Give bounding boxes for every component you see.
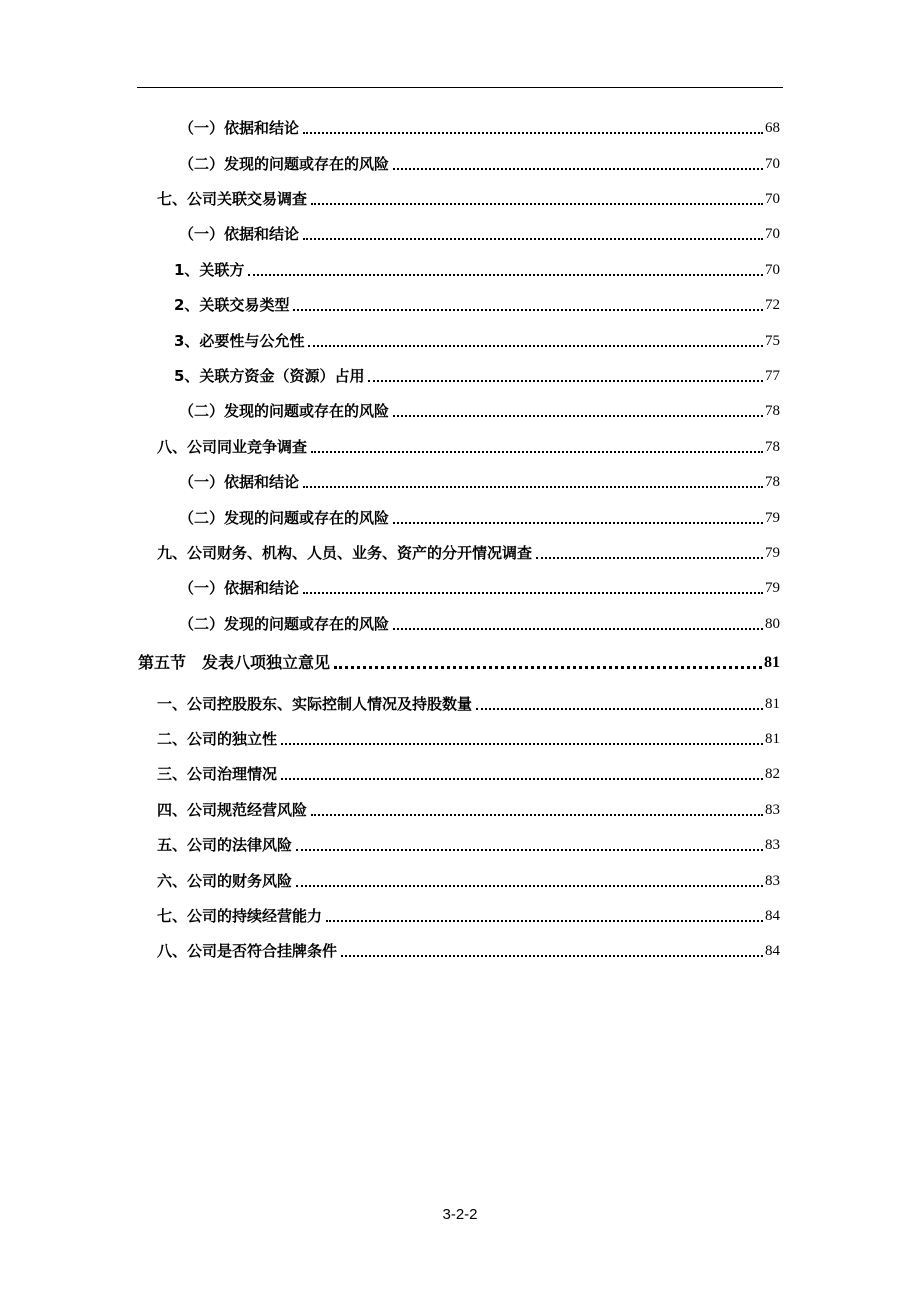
toc-leader-dots <box>393 415 763 417</box>
toc-leader-dots <box>476 708 763 710</box>
toc-leader-dots <box>303 592 763 594</box>
toc-leader-dots <box>308 345 763 347</box>
toc-entry[interactable] <box>157 937 780 961</box>
toc-leader-dots <box>368 380 763 382</box>
toc-entry-label: 5、关联方资金（资源）占用 <box>174 367 365 385</box>
toc-entry-label: 3、必要性与公允性 <box>174 332 305 350</box>
toc-leader-dots <box>281 778 763 780</box>
toc-leader-dots <box>311 814 763 816</box>
toc-entry-label: （二）发现的问题或存在的风险 <box>179 615 390 633</box>
toc-entry-label: 八、公司是否符合挂牌条件 <box>157 942 338 960</box>
toc-entry-page: 80 <box>765 616 780 632</box>
toc-entry-page: 83 <box>765 873 780 889</box>
toc-entry[interactable] <box>157 796 780 820</box>
toc-entry-page: 78 <box>765 474 780 490</box>
toc-entry[interactable] <box>157 433 780 457</box>
toc-entry-page: 70 <box>765 156 780 172</box>
toc-entry[interactable] <box>179 574 780 598</box>
toc-leader-dots <box>303 486 763 488</box>
toc-entry-page: 83 <box>765 837 780 853</box>
toc-leader-dots <box>334 666 762 669</box>
toc-entry-label: 三、公司治理情况 <box>157 765 278 783</box>
toc-entry[interactable] <box>157 760 780 784</box>
toc-leader-dots <box>393 168 763 170</box>
toc-entry-label: 八、公司同业竞争调查 <box>157 438 308 456</box>
toc-entry-page: 77 <box>765 368 780 384</box>
toc-entry[interactable] <box>179 150 780 174</box>
toc-entry-label: （一）依据和结论 <box>179 473 300 491</box>
toc-entry-page: 78 <box>765 439 780 455</box>
toc-entry[interactable] <box>157 185 780 209</box>
toc-entry-label: 1、关联方 <box>174 261 245 279</box>
toc-entry-label: 第五节 发表八项独立意见 <box>138 653 331 672</box>
toc-entry[interactable] <box>157 831 780 855</box>
toc-entry[interactable] <box>174 291 780 315</box>
toc-entry[interactable] <box>157 725 780 749</box>
header-rule <box>137 87 783 88</box>
toc-entry[interactable] <box>179 114 780 138</box>
toc-entry-page: 84 <box>765 908 780 924</box>
toc-entry-page: 81 <box>765 731 780 747</box>
toc-leader-dots <box>293 309 763 311</box>
page-number: 3-2-2 <box>442 1206 478 1223</box>
toc-leader-dots <box>536 557 763 559</box>
toc-entry-page: 83 <box>765 802 780 818</box>
toc-entry[interactable] <box>174 362 780 386</box>
toc-entry-page: 81 <box>764 654 780 671</box>
toc-entry-page: 82 <box>765 766 780 782</box>
toc-entry-page: 68 <box>765 120 780 136</box>
toc-entry[interactable] <box>179 468 780 492</box>
toc-entry[interactable] <box>179 220 780 244</box>
toc-entry-page: 70 <box>765 191 780 207</box>
toc-entry-label: 四、公司规范经营风险 <box>157 801 308 819</box>
toc-entry-label: （一）依据和结论 <box>179 579 300 597</box>
toc-entry-label: 2、关联交易类型 <box>174 296 290 314</box>
toc-entry[interactable] <box>179 504 780 528</box>
toc-entry-page: 75 <box>765 333 780 349</box>
toc-entry-page: 79 <box>765 510 780 526</box>
toc-leader-dots <box>311 451 763 453</box>
toc-entry-label: （二）发现的问题或存在的风险 <box>179 509 390 527</box>
toc-entry-label: （二）发现的问题或存在的风险 <box>179 155 390 173</box>
toc-leader-dots <box>281 743 763 745</box>
toc-entry-label: 九、公司财务、机构、人员、业务、资产的分开情况调查 <box>157 544 533 562</box>
toc-entry[interactable] <box>174 327 780 351</box>
toc-entry[interactable] <box>157 539 780 563</box>
toc-entry-page: 81 <box>765 696 780 712</box>
toc-leader-dots <box>303 238 763 240</box>
toc-entry-page: 79 <box>765 545 780 561</box>
toc-entry-label: （一）依据和结论 <box>179 119 300 137</box>
toc-entry-label: 二、公司的独立性 <box>157 730 278 748</box>
toc-entry[interactable] <box>179 397 780 421</box>
toc-entry[interactable] <box>174 256 780 280</box>
toc-entry-label: （二）发现的问题或存在的风险 <box>179 402 390 420</box>
toc-entry-label: 一、公司控股股东、实际控制人情况及持股数量 <box>157 695 473 713</box>
toc-leader-dots <box>326 920 763 922</box>
toc-section-heading[interactable] <box>138 649 780 673</box>
toc-leader-dots <box>248 274 763 276</box>
toc-entry-page: 70 <box>765 262 780 278</box>
toc-entry[interactable] <box>157 902 780 926</box>
toc-entry[interactable] <box>179 610 780 634</box>
toc-entry-page: 84 <box>765 943 780 959</box>
toc-leader-dots <box>303 132 763 134</box>
toc-leader-dots <box>311 203 763 205</box>
toc-entry-label: 六、公司的财务风险 <box>157 872 293 890</box>
toc-entry-label: （一）依据和结论 <box>179 225 300 243</box>
toc-leader-dots <box>393 522 763 524</box>
toc-entry-label: 七、公司的持续经营能力 <box>157 907 323 925</box>
toc-entry[interactable] <box>157 690 780 714</box>
toc-entry-page: 72 <box>765 297 780 313</box>
toc-entry-page: 70 <box>765 226 780 242</box>
toc-leader-dots <box>296 849 763 851</box>
toc-entry[interactable] <box>157 867 780 891</box>
toc-entry-label: 七、公司关联交易调查 <box>157 190 308 208</box>
toc-leader-dots <box>341 955 763 957</box>
toc-entry-label: 五、公司的法律风险 <box>157 836 293 854</box>
toc-leader-dots <box>296 885 763 887</box>
toc-leader-dots <box>393 628 763 630</box>
toc-entry-page: 79 <box>765 580 780 596</box>
toc-entry-page: 78 <box>765 403 780 419</box>
